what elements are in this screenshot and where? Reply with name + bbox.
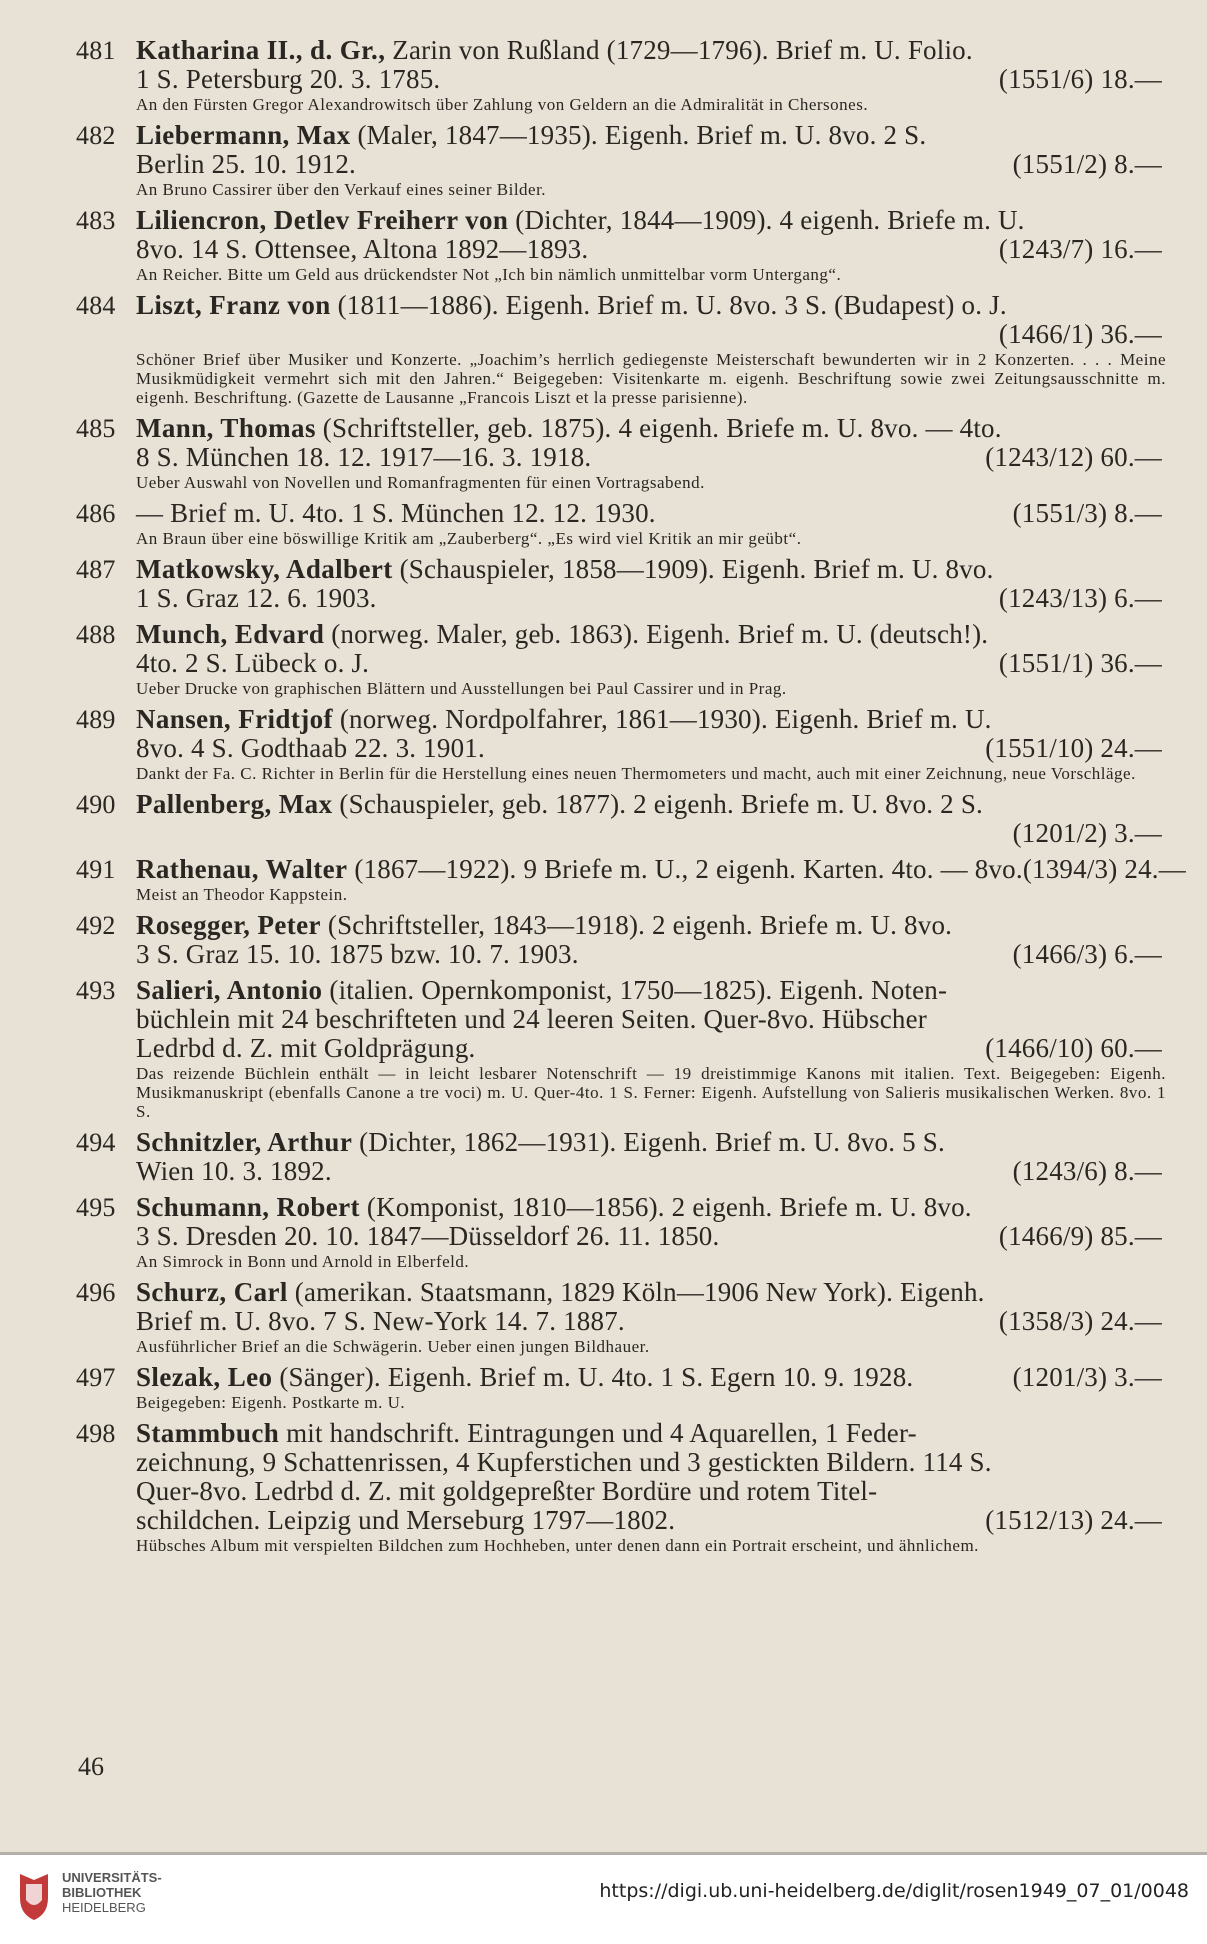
entry-main (76, 499, 1166, 528)
entry-place-date: Ledrbd d. Z. mit Goldprägung. (136, 1033, 476, 1063)
entry-main (76, 705, 1166, 763)
author-name: Schurz, Carl (136, 1277, 288, 1307)
author-name: Rosegger, Peter (136, 910, 321, 940)
entry-place-date: 3 S. Graz 15. 10. 1875 bzw. 10. 7. 1903. (136, 939, 579, 969)
author-name: Matkowsky, Adalbert (136, 554, 393, 584)
entry-description: — Brief m. U. 4to. 1 S. München 12. 12. 1930. (136, 498, 656, 528)
author-name: Nansen, Fridtjof (136, 704, 333, 734)
entry-heading (136, 910, 952, 940)
entry-line-1 (136, 206, 1166, 235)
entry-heading (136, 790, 983, 819)
catalog-entry (76, 1193, 1166, 1271)
entry-description: (Komponist, 1810—1856). 2 eigenh. Briefe m. U. 8vo. (359, 1192, 972, 1222)
entry-place-date: Berlin 25. 10. 1912. (136, 149, 356, 179)
entry-main (76, 1363, 1166, 1392)
lot-number: 492 (76, 911, 116, 940)
entry-heading (136, 291, 1007, 320)
author-name: Salieri, Antonio (136, 975, 323, 1005)
entry-description: (Schriftsteller, geb. 1875). 4 eigenh. Briefe m. U. 8vo. — 4to. (315, 413, 1002, 443)
entry-line-1 (136, 1193, 1166, 1222)
author-name: Munch, Edvard (136, 619, 325, 649)
lot-number: 485 (76, 414, 116, 443)
entry-heading (136, 499, 656, 528)
author-name: Mann, Thomas (136, 413, 316, 443)
entry-heading (136, 554, 994, 584)
catalog-entry (76, 976, 1166, 1121)
entry-main (76, 1128, 1166, 1186)
catalog-entry (76, 499, 1166, 548)
entry-line-1 (136, 36, 1166, 65)
entry-description: (norweg. Nordpolfahrer, 1861—1930). Eigenh. Brief m. U. (332, 704, 992, 734)
entry-line-1 (136, 414, 1166, 443)
catalog-entry (76, 414, 1166, 492)
entry-price: (1466/10) 60.— (985, 1033, 1162, 1063)
lot-number: 497 (76, 1363, 116, 1392)
catalog-entry (76, 206, 1166, 284)
entry-line-2 (136, 320, 1166, 349)
entry-description: (Maler, 1847—1935). Eigenh. Brief m. U. 8vo. 2 S. (350, 120, 927, 150)
entry-main (76, 620, 1166, 678)
entry-place-date: 8vo. 4 S. Godthaab 22. 3. 1901. (136, 733, 485, 763)
entry-continuation: büchlein mit 24 beschrifteten und 24 leeren Seiten. Quer-8vo. Hübscher (136, 1004, 927, 1034)
entry-description: (Schauspieler, 1858—1909). Eigenh. Brief m. U. 8vo. (392, 554, 994, 584)
entry-line-2 (136, 65, 1166, 94)
source-url[interactable]: https://digi.ub.uni-heidelberg.de/diglit/rosen1949_07_01/0048 (599, 1880, 1189, 1902)
entry-price: (1466/1) 36.— (998, 319, 1162, 349)
entry-description: Zarin von Rußland (1729—1796). Brief m. U. Folio. (385, 35, 973, 65)
author-name: Rathenau, Walter (136, 854, 348, 884)
entry-line-1 (136, 620, 1166, 649)
catalog-entry (76, 1278, 1166, 1356)
entry-price: (1551/6) 18.— (998, 64, 1162, 94)
entry-heading (136, 205, 1025, 235)
entry-price: (1201/3) 3.— (1012, 1362, 1162, 1392)
entry-line-2 (136, 649, 1166, 678)
entry-place-date: 8vo. 14 S. Ottensee, Altona 1892—1893. (136, 234, 589, 264)
entry-note: An Braun über eine böswillige Kritik am „Zauberberg“. „Es wird viel Kritik an mir geübt“. (136, 529, 802, 548)
entry-note: Ausführlicher Brief an die Schwägerin. Ueber einen jungen Bildhauer. (136, 1337, 650, 1356)
entry-description: (Schriftsteller, 1843—1918). 2 eigenh. Briefe m. U. 8vo. (320, 910, 953, 940)
entry-description: (norweg. Maler, geb. 1863). Eigenh. Brief m. U. (deutsch!). (324, 619, 989, 649)
entry-line-1 (136, 555, 1166, 584)
footer-bar (0, 1852, 1207, 1944)
entry-description: (Dichter, 1862—1931). Eigenh. Brief m. U. 8vo. 5 S. (352, 1127, 945, 1157)
logo-line-3: HEIDELBERG (62, 1900, 146, 1915)
entry-line-1 (136, 790, 1166, 819)
entry-price: (1358/3) 24.— (998, 1306, 1162, 1336)
entry-line-2 (136, 150, 1166, 179)
entry-description: (1811—1886). Eigenh. Brief m. U. 8vo. 3 S. (Budapest) o. J. (330, 290, 1007, 320)
catalog-entry (76, 555, 1166, 613)
entry-main (76, 854, 1186, 884)
lot-number: 483 (76, 206, 116, 235)
entry-main (76, 206, 1166, 264)
entry-main (76, 976, 1166, 1063)
entry-main (76, 414, 1166, 472)
entry-place-date: schildchen. Leipzig und Merseburg 1797—1802. (136, 1505, 676, 1535)
entry-price: (1394/3) 24.— (1022, 854, 1186, 884)
entry-main (76, 291, 1166, 349)
lot-number: 488 (76, 620, 116, 649)
entry-heading (136, 855, 1023, 884)
entry-main (76, 911, 1166, 969)
entry-place-date: 1 S. Graz 12. 6. 1903. (136, 583, 377, 613)
entry-line-1 (136, 1128, 1166, 1157)
entry-continuation: Quer-8vo. Ledrbd d. Z. mit goldgepreßter Bordüre und rotem Titel- (136, 1476, 878, 1506)
page-number: 46 (78, 1752, 104, 1781)
catalog-entry (76, 705, 1166, 783)
entry-note: An Simrock in Bonn und Arnold in Elberfeld. (136, 1252, 470, 1271)
catalog-entry (76, 620, 1166, 698)
entry-note: Schöner Brief über Musiker und Konzerte. „Joachim’s herrlich gediegenste Meisterschaft bewunderten wir in 2 Konzerten. . . . Meine Musikmüdigkeit vermehrt sich mit den Jahren.“ Beigegeben: Visitenkarte m. eigenh. Beschriftung sowie zwei Zeitungsausschnitte m. eigenh. Beschriftung. (Gazette de Lausanne „Francois Liszt et la presse parisienne). (136, 350, 1166, 407)
library-logo (14, 1870, 214, 1930)
logo-line-2: BIBLIOTHEK (62, 1885, 142, 1900)
entry-price: (1243/6) 8.— (1012, 1156, 1162, 1186)
entry-line-2 (136, 1222, 1166, 1251)
entry-note: Dankt der Fa. C. Richter in Berlin für die Herstellung eines neuen Thermometers und macht, auch mit einer Zeichnung, neue Vorschläge. (136, 764, 1136, 783)
entry-line-2 (136, 819, 1166, 848)
author-name: Katharina II., d. Gr., (136, 35, 386, 65)
entry-line-1 (136, 121, 1166, 150)
lot-number: 489 (76, 705, 116, 734)
entry-heading (136, 704, 992, 734)
author-name: Pallenberg, Max (136, 789, 333, 819)
entry-line-1 (136, 1363, 1166, 1392)
entry-price: (1466/9) 85.— (998, 1221, 1162, 1251)
lot-number: 490 (76, 790, 116, 819)
entry-price: (1243/7) 16.— (998, 234, 1162, 264)
entry-price: (1243/12) 60.— (985, 442, 1162, 472)
catalog-page (76, 35, 1186, 1562)
entry-heading (136, 120, 926, 150)
entry-continuation: zeichnung, 9 Schattenrissen, 4 Kupferstichen und 3 gestickten Bildern. 114 S. (136, 1447, 992, 1477)
entry-note: Ueber Drucke von graphischen Blättern und Ausstellungen bei Paul Cassirer und in Prag. (136, 679, 787, 698)
entry-note: Das reizende Büchlein enthält — in leicht lesbarer Notenschrift — 19 dreistimmige Kanons mit italien. Text. Beigegeben: Eigenh. Musikmanuskript (ebenfalls Canone a tre voci) m. U. Quer-4to. 1 S. Ferner: Eigenh. Aufstellung von Salieris musikalischen Werken. 8vo. 1 S. (136, 1064, 1166, 1121)
entry-description: (Sänger). Eigenh. Brief m. U. 4to. 1 S. Egern 10. 9. 1928. (272, 1362, 914, 1392)
catalog-entry (76, 1419, 1166, 1555)
entry-place-date: 1 S. Petersburg 20. 3. 1785. (136, 64, 441, 94)
entry-description: (1867—1922). 9 Briefe m. U., 2 eigenh. Karten. 4to. — 8vo. (347, 854, 1023, 884)
logo-line-1: UNIVERSITÄTS- (62, 1870, 162, 1885)
entry-price: (1551/3) 8.— (1012, 498, 1162, 528)
entry-heading (136, 1363, 913, 1392)
lot-number: 487 (76, 555, 116, 584)
entry-heading (136, 413, 1002, 443)
entry-note: Beigegeben: Eigenh. Postkarte m. U. (136, 1393, 406, 1412)
entry-line-2 (136, 443, 1166, 472)
entry-heading (136, 1127, 945, 1157)
entry-main (76, 1419, 1166, 1535)
entry-description: (italien. Opernkomponist, 1750—1825). Eigenh. Noten- (322, 975, 948, 1005)
author-name: Schumann, Robert (136, 1192, 360, 1222)
lot-number: 498 (76, 1419, 116, 1448)
entry-line-2 (136, 940, 1166, 969)
entry-heading (136, 1418, 917, 1448)
entry-main (76, 790, 1166, 848)
entry-line-1 (136, 1278, 1166, 1307)
entry-line-1 (136, 499, 1166, 528)
author-name: Schnitzler, Arthur (136, 1127, 353, 1157)
entry-line-1 (136, 1419, 1166, 1448)
entry-place-date: Brief m. U. 8vo. 7 S. New-York 14. 7. 1887. (136, 1306, 625, 1336)
lot-number: 495 (76, 1193, 116, 1222)
entry-note: An Bruno Cassirer über den Verkauf eines seiner Bilder. (136, 180, 547, 199)
entry-price: (1201/2) 3.— (1012, 818, 1162, 848)
catalog-entry (76, 36, 1166, 114)
entry-description: mit handschrift. Eintragungen und 4 Aquarellen, 1 Feder- (279, 1418, 917, 1448)
entry-line-1 (136, 911, 1166, 940)
author-name: Liebermann, Max (136, 120, 351, 150)
entry-description: (Dichter, 1844—1909). 4 eigenh. Briefe m. U. (508, 205, 1025, 235)
entry-line-2 (136, 734, 1166, 763)
entry-line-1 (136, 291, 1166, 320)
entry-price: (1466/3) 6.— (1012, 939, 1162, 969)
entry-note: Ueber Auswahl von Novellen und Romanfragmenten für einen Vortragsabend. (136, 473, 705, 492)
entry-price: (1512/13) 24.— (985, 1505, 1162, 1535)
entry-line-2 (136, 584, 1166, 613)
entry-main (76, 121, 1166, 179)
lot-number: 482 (76, 121, 116, 150)
author-name: Slezak, Leo (136, 1362, 273, 1392)
entry-heading (136, 35, 973, 65)
lot-number: 493 (76, 976, 116, 1005)
entry-main (76, 36, 1166, 94)
entry-line-2 (136, 1157, 1166, 1186)
entry-note: An Reicher. Bitte um Geld aus drückendster Not „Ich bin nämlich unmittelbar vorm Untergang“. (136, 265, 842, 284)
entry-main (76, 555, 1166, 613)
lot-number: 486 (76, 499, 116, 528)
catalog-entry (76, 1363, 1166, 1412)
entry-heading (136, 975, 947, 1005)
entry-note: Meist an Theodor Kappstein. (136, 885, 348, 904)
university-seal-icon (14, 1870, 54, 1922)
entry-place-date: 4to. 2 S. Lübeck o. J. (136, 648, 370, 678)
entry-description: (Schauspieler, geb. 1877). 2 eigenh. Briefe m. U. 8vo. 2 S. (332, 789, 984, 819)
catalog-entry (76, 1128, 1166, 1186)
author-name: Stammbuch (136, 1418, 280, 1448)
entry-line-1 (136, 976, 1166, 1005)
entry-note: An den Fürsten Gregor Alexandrowitsch über Zahlung von Geldern an die Admiralität in Chersones. (136, 95, 869, 114)
lot-number: 496 (76, 1278, 116, 1307)
entry-price: (1551/2) 8.— (1012, 149, 1162, 179)
entry-line-2 (136, 1307, 1166, 1336)
entry-line-1 (136, 705, 1166, 734)
entry-main (76, 1278, 1166, 1336)
entry-line-1 (136, 854, 1186, 884)
author-name: Liliencron, Detlev Freiherr von (136, 205, 509, 235)
entry-line-2 (136, 1506, 1166, 1535)
lot-number: 491 (76, 855, 116, 884)
entry-line-2 (136, 235, 1166, 264)
catalog-entry (76, 291, 1166, 407)
entry-note: Hübsches Album mit verspielten Bildchen zum Hochheben, unter denen dann ein Portrait erscheint, und ähnlichem. (136, 1536, 979, 1555)
catalog-entry (76, 121, 1166, 199)
footer-divider (0, 1852, 1207, 1855)
entry-line-2 (136, 1034, 1166, 1063)
lot-number: 484 (76, 291, 116, 320)
entry-place-date: Wien 10. 3. 1892. (136, 1156, 332, 1186)
library-name (62, 1870, 162, 1915)
catalog-entry (76, 911, 1166, 969)
entry-heading (136, 619, 988, 649)
entry-place-date: 3 S. Dresden 20. 10. 1847—Düsseldorf 26. 11. 1850. (136, 1221, 720, 1251)
entry-price: (1551/1) 36.— (998, 648, 1162, 678)
entry-description: (amerikan. Staatsmann, 1829 Köln—1906 New York). Eigenh. (287, 1277, 985, 1307)
author-name: Liszt, Franz von (136, 290, 331, 320)
entry-price: (1551/10) 24.— (985, 733, 1162, 763)
entry-heading (136, 1277, 985, 1307)
lot-number: 481 (76, 36, 116, 65)
entry-heading (136, 1192, 972, 1222)
catalog-entry (76, 790, 1166, 848)
catalog-entry (76, 854, 1186, 904)
lot-number: 494 (76, 1128, 116, 1157)
entry-main (76, 1193, 1166, 1251)
entry-place-date: 8 S. München 18. 12. 1917—16. 3. 1918. (136, 442, 592, 472)
entry-price: (1243/13) 6.— (998, 583, 1162, 613)
